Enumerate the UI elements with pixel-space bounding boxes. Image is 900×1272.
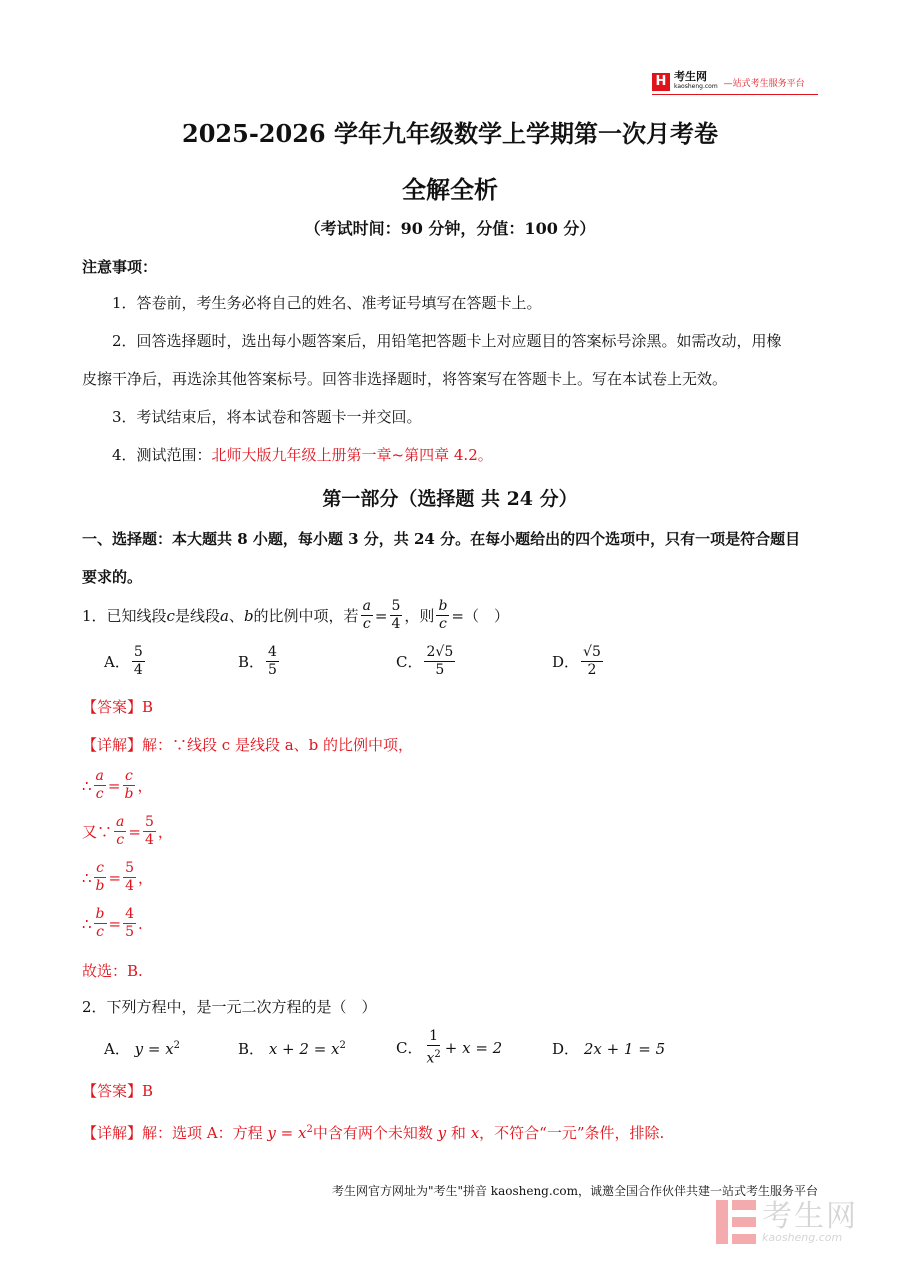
- step-fraction: $\frac{4}{5}$: [125, 906, 135, 940]
- option-label: C．: [396, 653, 423, 671]
- q1-option-d[interactable]: [552, 644, 605, 679]
- q1-var: b: [243, 606, 254, 625]
- step-fraction: $\frac{a}{c}$: [116, 814, 125, 848]
- option-expr: + x = 2: [444, 1038, 503, 1057]
- scope-label: 4．测试范围：: [112, 446, 212, 464]
- footer-text: 考生网官方网址为"考生"拼音 kaosheng.com，诚邀全国合作伙伴共建一站式考生服务平台: [331, 1184, 818, 1198]
- detail-text: 解：选项 A：方程: [142, 1124, 263, 1142]
- q1-paren: （ ）: [463, 607, 509, 625]
- section-intro: 要求的。: [82, 568, 143, 586]
- q1-choose: 故选：B.: [82, 962, 143, 980]
- option-fraction: $\frac{1}{x^2}$: [426, 1028, 441, 1067]
- therefore-symbol: ∴: [82, 914, 92, 933]
- option-expr: 2x + 1 = 5: [583, 1040, 666, 1058]
- detail-label: 【详解】: [82, 1124, 143, 1142]
- q2-option-a[interactable]: [104, 1038, 180, 1059]
- step-comma: ，: [137, 777, 153, 795]
- note-item: 2．回答选择题时，选出每小题答案后，用铅笔把答题卡上对应题目的答案标号涂黑。如需改动，用橡: [112, 332, 782, 350]
- option-fraction: $\frac{4}{5}$: [268, 644, 277, 678]
- because-symbol: 又∵: [82, 823, 113, 841]
- step-fraction: $\frac{c}{b}$: [95, 860, 105, 894]
- q2-option-b[interactable]: [238, 1038, 346, 1059]
- q1-equals: =: [374, 606, 388, 625]
- step-fraction: $\frac{5}{4}$: [144, 814, 154, 848]
- step-comma: ，: [157, 823, 173, 841]
- note-item: 3．考试结束后，将本试卷和答题卡一并交回。: [112, 408, 422, 426]
- detail-text: 和: [450, 1124, 466, 1142]
- q2-answer: 【答案】B: [82, 1082, 154, 1100]
- option-label: D．: [552, 1040, 580, 1058]
- brand-logo-icon: H: [652, 73, 670, 91]
- brand-slogan: —站式考生服务平台: [723, 78, 805, 89]
- q1-text: ，则: [404, 607, 435, 625]
- scope-value: 北师大版九年级上册第一章~第四章 4.2。: [211, 446, 493, 464]
- question-1-stem: [82, 598, 509, 633]
- notes-heading: 注意事项：: [82, 258, 158, 276]
- detail-text: 中含有两个未知数: [312, 1124, 433, 1142]
- detail-text: 解：∵线段 c 是线段 a、b 的比例中项，: [142, 736, 414, 754]
- option-label: A．: [104, 1040, 130, 1058]
- detail-text: ，不符合“一元”条件，排除.: [479, 1124, 665, 1142]
- detail-expr: y = x: [267, 1124, 307, 1142]
- step-period: .: [138, 914, 143, 933]
- option-label: C．: [396, 1039, 423, 1058]
- note-scope: [112, 444, 493, 465]
- step-fraction: $\frac{b}{c}$: [95, 906, 105, 940]
- step-fraction: $\frac{a}{c}$: [95, 768, 104, 802]
- q1-var: a: [219, 606, 229, 625]
- detail-label: 【详解】: [82, 736, 143, 754]
- q1-answer: 【答案】B: [82, 698, 154, 716]
- q1-text: 、: [228, 607, 244, 625]
- watermark-logo-icon: [716, 1200, 756, 1244]
- note-item: 皮擦干净后，再选涂其他答案标号。回答非选择题时，将答案写在答题卡上。写在本试卷上无效。: [82, 370, 728, 388]
- q1-cond-value: $\frac{5}{4}$: [391, 598, 401, 632]
- footer-watermark: [716, 1200, 858, 1244]
- brand-logo-domain: kaosheng.com: [674, 83, 718, 90]
- step-equals: =: [128, 822, 141, 841]
- exponent: 2: [339, 1040, 346, 1051]
- header-rule: [652, 94, 818, 95]
- option-fraction: $\frac{√5}{2}$: [583, 644, 601, 678]
- q1-option-c[interactable]: [396, 644, 457, 679]
- step-comma: ，: [138, 869, 154, 887]
- option-label: A．: [104, 653, 130, 671]
- q1-equals: =: [451, 606, 464, 625]
- option-label: B．: [238, 1040, 265, 1058]
- option-label: B．: [238, 653, 265, 671]
- therefore-symbol: ∴: [82, 868, 92, 887]
- q1-option-a[interactable]: [104, 644, 147, 679]
- option-fraction: $\frac{2√5}{5}$: [426, 644, 454, 678]
- page-subtitle: 全解全析: [402, 175, 498, 204]
- part-heading: 第一部分（选择题 共 24 分）: [322, 488, 578, 510]
- step-equals: =: [107, 776, 121, 795]
- therefore-symbol: ∴: [82, 776, 92, 795]
- brand-logo: [652, 72, 805, 92]
- q1-text: 1．已知线段: [82, 607, 167, 625]
- detail-var: y: [437, 1124, 447, 1142]
- step-fraction: $\frac{5}{4}$: [125, 860, 135, 894]
- q1-step-1: [82, 768, 152, 803]
- q2-option-c[interactable]: [396, 1028, 502, 1068]
- exponent: 2: [173, 1040, 181, 1051]
- q1-step-2: [82, 814, 173, 849]
- brand-logo-name: 考生网: [674, 70, 707, 83]
- question-2-stem: 2．下列方程中，是一元二次方程的是（ ）: [82, 998, 377, 1016]
- page-title: 2025-2026 学年九年级数学上学期第一次月考卷: [182, 119, 718, 148]
- detail-var: x: [470, 1124, 480, 1142]
- q1-text: 是线段: [174, 607, 220, 625]
- q1-var: c: [166, 606, 175, 625]
- note-item: 1．答卷前，考生务必将自己的姓名、准考证号填写在答题卡上。: [112, 294, 542, 312]
- step-equals: =: [108, 868, 122, 887]
- option-expr: x + 2 = x: [268, 1040, 340, 1058]
- section-intro: 一、选择题：本大题共 8 小题，每小题 3 分，共 24 分。在每小题给出的四个选项中，只有一项是符合题目: [82, 530, 801, 548]
- q1-step-4: [82, 906, 143, 941]
- q1-text: 的比例中项，若: [253, 607, 359, 625]
- q2-detail: [82, 1122, 664, 1143]
- option-label: D．: [552, 653, 580, 671]
- exponent: 2: [306, 1124, 313, 1135]
- q1-detail: [82, 734, 413, 755]
- q1-step-3: [82, 860, 153, 895]
- option-fraction: $\frac{5}{4}$: [133, 644, 143, 678]
- q1-ask-fraction: $\frac{b}{c}$: [438, 598, 448, 632]
- step-fraction: $\frac{c}{b}$: [124, 768, 134, 802]
- watermark-brand: 考生网: [762, 1198, 858, 1234]
- q1-cond-fraction: $\frac{a}{c}$: [362, 598, 371, 632]
- exam-info: （考试时间：90 分钟，分值：100 分）: [304, 219, 596, 238]
- q2-option-d[interactable]: [552, 1038, 665, 1059]
- option-expr: y = x: [134, 1040, 174, 1058]
- q1-option-b[interactable]: [238, 644, 281, 679]
- watermark-domain: kaosheng.com: [762, 1230, 843, 1244]
- step-equals: =: [108, 914, 122, 933]
